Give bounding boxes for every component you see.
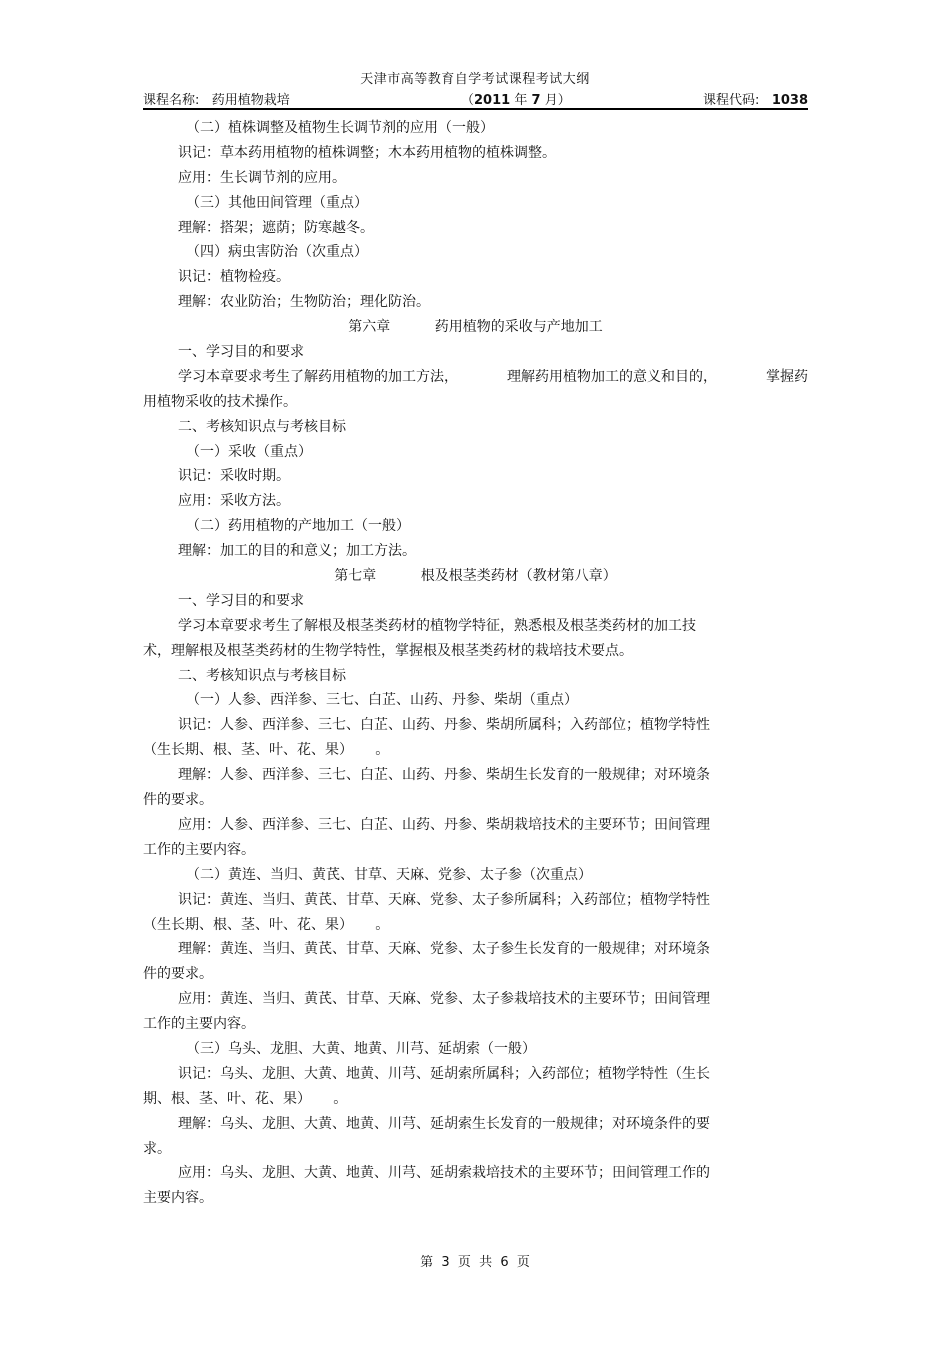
paragraph-line: 件的要求。 — [143, 792, 213, 809]
paragraph-segment: 理解药用植物加工的意义和目的， — [507, 368, 717, 385]
understand-item: 理解：黄连、当归、黄芪、甘草、天麻、党参、太子参生长发育的一般规律；对环境条 — [178, 941, 710, 958]
chapter-heading: 第七章 根及根茎类药材（教材第八章） — [334, 568, 617, 585]
date-open-paren: （ — [461, 93, 475, 108]
memorize-item: 识记：黄连、当归、黄芪、甘草、天麻、党参、太子参所属科；入药部位；植物学特性 — [178, 891, 710, 908]
memorize-item: 识记：草本药用植物的植株调整；木本药用植物的植株调整。 — [178, 144, 556, 161]
syllabus-header-row — [143, 89, 808, 107]
syllabus-body — [143, 116, 808, 1211]
paragraph-line: 求。 — [143, 1140, 171, 1157]
date-year-unit: 年 — [514, 93, 528, 108]
course-code — [703, 89, 808, 108]
course-code-value: 1038 — [771, 93, 808, 108]
header-rule — [143, 108, 808, 110]
understand-item: 理解：加工的目的和意义；加工方法。 — [178, 543, 416, 560]
section-heading: 二、考核知识点与考核目标 — [178, 418, 346, 435]
subsection-heading: （三）其他田间管理（重点） — [186, 194, 368, 211]
apply-item: 应用：生长调节剂的应用。 — [178, 169, 346, 186]
subsection-heading: （二）黄连、当归、黄芪、甘草、天麻、党参、太子参（次重点） — [186, 866, 592, 883]
date-month: 7 — [531, 93, 541, 108]
section-heading: 一、学习目的和要求 — [178, 592, 304, 609]
paragraph-line: 工作的主要内容。 — [143, 841, 255, 858]
paragraph-segment: 掌握药 — [766, 368, 808, 385]
understand-item: 理解：农业防治；生物防治；理化防治。 — [178, 294, 430, 311]
memorize-item: 识记：人参、西洋参、三七、白芷、山药、丹参、柴胡所属科；入药部位；植物学特性 — [178, 717, 710, 734]
syllabus-header-title: 天津市高等教育自学考试课程考试大纲 — [360, 72, 590, 87]
paragraph-line: 用植物采收的技术操作。 — [143, 393, 297, 410]
course-name-label: 课程名称: — [143, 93, 200, 108]
page-number: 第 3 页 共 6 页 — [420, 1255, 530, 1270]
paragraph-line: 工作的主要内容。 — [143, 1016, 255, 1033]
apply-item: 应用：乌头、龙胆、大黄、地黄、川芎、延胡索栽培技术的主要环节；田间管理工作的 — [178, 1165, 710, 1182]
course-name — [143, 89, 290, 108]
paragraph-segment: 学习本章要求考生了解药用植物的加工方法， — [178, 368, 458, 385]
section-heading: 一、学习目的和要求 — [178, 344, 304, 361]
date-year: 2011 — [474, 93, 511, 108]
course-code-label: 课程代码: — [703, 93, 760, 108]
memorize-item: 识记：植物检疫。 — [178, 269, 290, 286]
subsection-heading: （三）乌头、龙胆、大黄、地黄、川芎、延胡索（一般） — [186, 1040, 536, 1057]
paragraph-line: 件的要求。 — [143, 966, 213, 983]
section-heading: 二、考核知识点与考核目标 — [178, 667, 346, 684]
understand-item: 理解：搭架；遮荫；防寒越冬。 — [178, 219, 374, 236]
apply-item: 应用：黄连、当归、黄芪、甘草、天麻、党参、太子参栽培技术的主要环节；田间管理 — [178, 991, 710, 1008]
date-month-unit: 月） — [544, 93, 571, 108]
course-name-value: 药用植物栽培 — [211, 93, 290, 108]
subsection-heading: （二）植株调整及植物生长调节剂的应用（一般） — [186, 120, 494, 136]
paragraph-line: 期、根、茎、叶、花、果） 。 — [143, 1090, 348, 1107]
subsection-heading: （一）采收（重点） — [186, 443, 312, 460]
paragraph-line: （生长期、根、茎、叶、花、果） 。 — [143, 742, 390, 759]
apply-item: 应用：采收方法。 — [178, 493, 290, 510]
paragraph-line: （生长期、根、茎、叶、花、果） 。 — [143, 916, 390, 933]
paragraph-line: 术，理解根及根茎类药材的生物学特性，掌握根及根茎类药材的栽培技术要点。 — [143, 642, 633, 659]
memorize-item: 识记：乌头、龙胆、大黄、地黄、川芎、延胡索所属科；入药部位；植物学特性（生长 — [178, 1065, 710, 1082]
paragraph-line: 主要内容。 — [143, 1190, 213, 1207]
paragraph-line: 学习本章要求考生了解根及根茎类药材的植物学特征，熟悉根及根茎类药材的加工技 — [178, 617, 696, 634]
syllabus-date — [461, 89, 571, 108]
subsection-heading: （二）药用植物的产地加工（一般） — [186, 518, 410, 535]
understand-item: 理解：人参、西洋参、三七、白芷、山药、丹参、柴胡生长发育的一般规律；对环境条 — [178, 767, 710, 784]
apply-item: 应用：人参、西洋参、三七、白芷、山药、丹参、柴胡栽培技术的主要环节；田间管理 — [178, 816, 710, 833]
subsection-heading: （一）人参、西洋参、三七、白芷、山药、丹参、柴胡（重点） — [186, 692, 578, 709]
chapter-heading: 第六章 药用植物的采收与产地加工 — [348, 319, 603, 336]
understand-item: 理解：乌头、龙胆、大黄、地黄、川芎、延胡索生长发育的一般规律；对环境条件的要 — [178, 1115, 710, 1132]
subsection-heading: （四）病虫害防治（次重点） — [186, 244, 368, 261]
paragraph-line — [143, 365, 808, 390]
memorize-item: 识记：采收时期。 — [178, 468, 290, 485]
